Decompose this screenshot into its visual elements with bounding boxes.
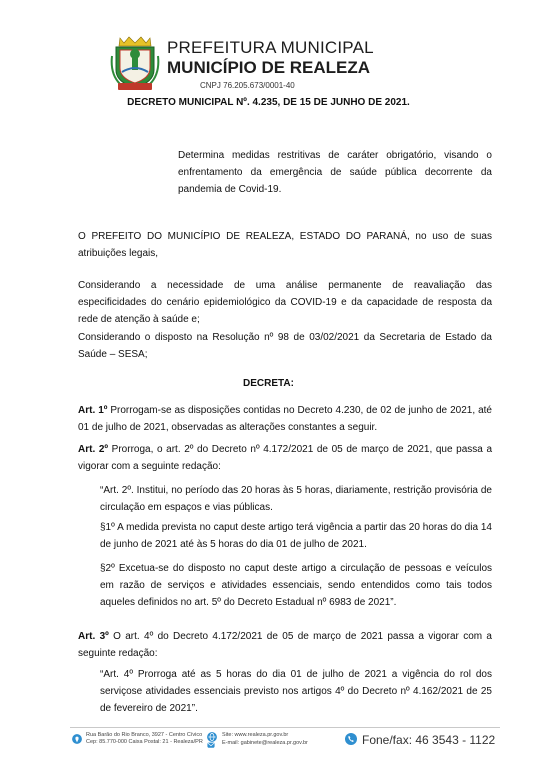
- preamble-paragraph: O PREFEITO DO MUNICÍPIO DE REALEZA, ESTADO DO PARANÁ, no uso de suas atribuições legais,: [78, 231, 492, 259]
- footer-email[interactable]: E-mail: gabinete@realeza.pr.gov.br: [222, 740, 308, 746]
- article-2-text: Prorroga, o art. 2º do Decreto nº 4.172/2021 de 05 de março de 2021, que passa a vigorar com a seguinte redação:: [78, 444, 492, 472]
- article-2-quote-caput: “Art. 2º. Institui, no período das 20 horas às 5 horas, diariamente, restrição provisória de circulação em espaços e vias públicas.: [100, 485, 492, 513]
- org-name-line2: MUNICÍPIO DE REALEZA: [167, 58, 371, 77]
- article-3: [78, 628, 492, 662]
- coat-of-arms-icon: [110, 34, 160, 92]
- article-3-text: O art. 4º do Decreto 4.172/2021 de 05 de março de 2021 passa a vigorar com a seguinte redação:: [78, 631, 492, 659]
- decreta-heading: DECRETA:: [243, 378, 294, 389]
- considering-paragraph-2: Considerando o disposto na Resolução nº 98 de 03/02/2021 da Secretaria de Estado da Saúde – SESA;: [78, 332, 492, 360]
- article-2-label: Art. 2º: [78, 444, 109, 455]
- location-icon: [72, 734, 82, 744]
- cnpj-text: CNPJ 76.205.673/0001-40: [200, 81, 295, 90]
- article-1: [78, 402, 492, 436]
- considering-paragraph-1: Considerando a necessidade de uma análise permanente de reavaliação das especificidades do cenário epidemiológico da COVID-19 e da capacidade de resposta da rede de atenção à saúde e;: [78, 280, 492, 325]
- decree-ementa: Determina medidas restritivas de caráter obrigatório, visando o enfrentamento da emergência de saúde pública decorrente da pandemia de Covid-19.: [178, 150, 492, 195]
- email-icon: [207, 741, 215, 749]
- article-2: [78, 441, 492, 475]
- footer-divider: [70, 727, 500, 728]
- article-3-quote: “Art. 4º Prorroga até as 5 horas do dia 01 de julho de 2021 a vigência do rol dos serviçose atividades essenciais previsto nos artigos 4º do Decreto nº 4.162/2021 de 25 de fevereiro de 2021”.: [100, 669, 492, 714]
- article-3-label: Art. 3º: [78, 631, 109, 642]
- article-2-quote-paragraph-2: §2º Excetua-se do disposto no caput deste artigo a circulação de pessoas e veículos em razão de serviços e atividades essenciais, sendo entendidos como tais todos aqueles definidos no art. 5º do Decreto Estadual nº 6983 de 2021”.: [100, 563, 492, 608]
- footer-phone: Fone/fax: 46 3543 - 1122: [362, 733, 496, 747]
- footer-address-line1: Rua Barão do Rio Branco, 3927 - Centro Cívico: [86, 732, 203, 738]
- phone-icon: [345, 733, 357, 745]
- article-1-text: Prorrogam-se as disposições contidas no Decreto 4.230, de 02 de junho de 2021, até 01 de julho de 2021, observadas as alterações constantes a seguir.: [78, 405, 492, 433]
- footer-website[interactable]: Site: www.realeza.pr.gov.br: [222, 732, 289, 738]
- org-name-line1: PREFEITURA MUNICIPAL: [167, 38, 374, 57]
- article-2-quote-paragraph-1: §1º A medida prevista no caput deste artigo terá vigência a partir das 20 horas do dia 14 de junho de 2021 até às 5 horas do dia 01 de julho de 2021.: [100, 522, 492, 550]
- article-1-label: Art. 1º: [78, 405, 108, 416]
- footer-address-line2: Cep: 85.770-000 Caixa Postal: 21 - Realeza/PR: [86, 739, 203, 745]
- decree-title: DECRETO MUNICIPAL Nº. 4.235, DE 15 DE JUNHO DE 2021.: [127, 97, 410, 108]
